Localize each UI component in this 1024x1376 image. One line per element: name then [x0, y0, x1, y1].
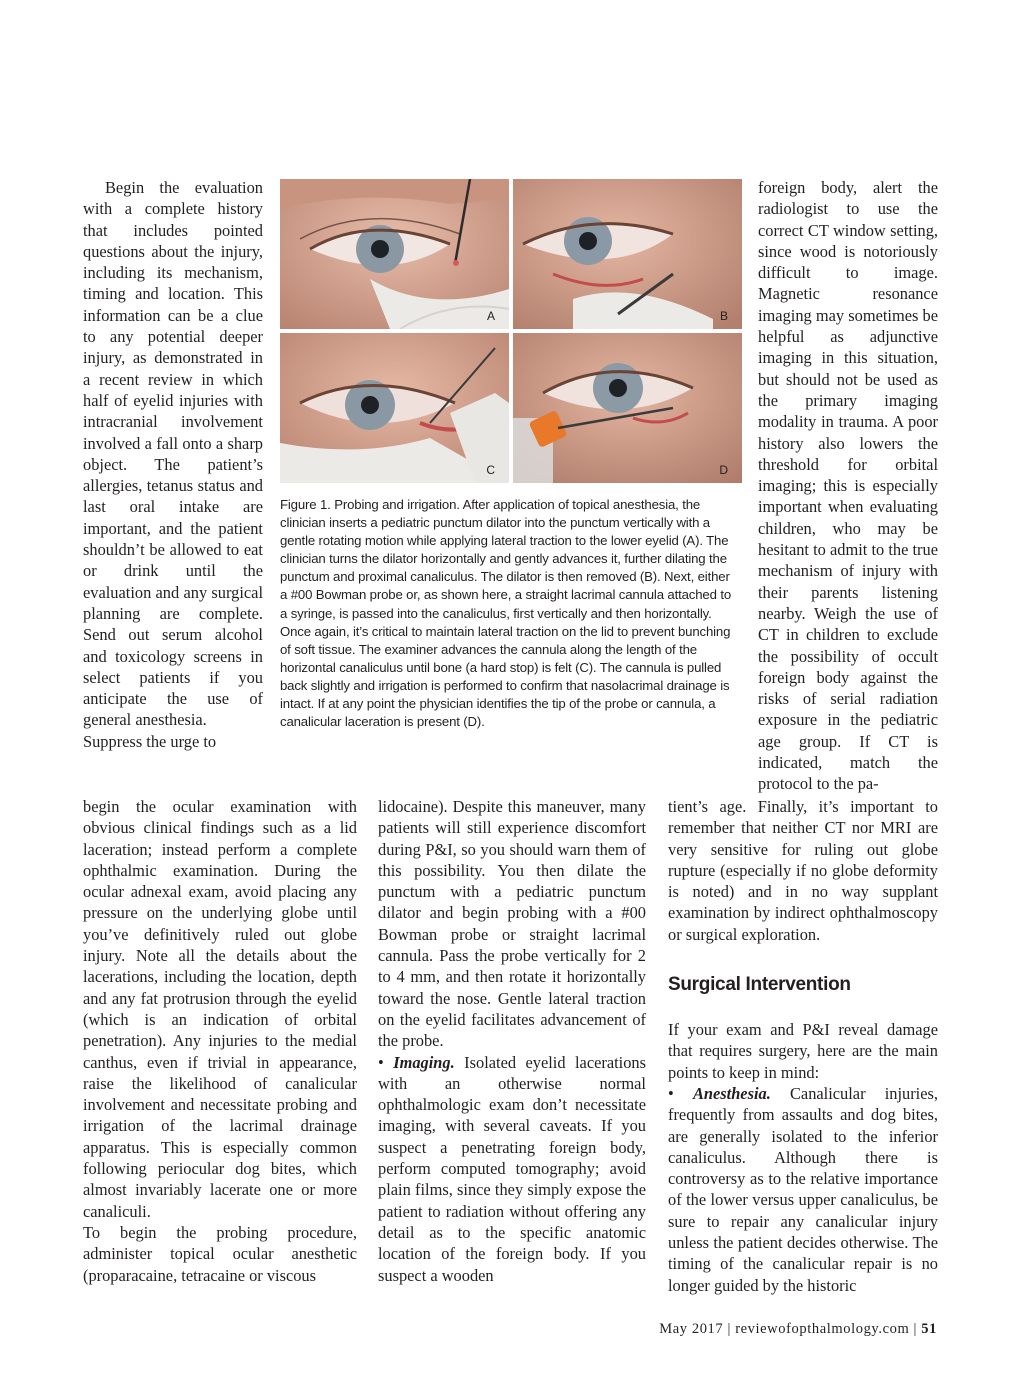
imaging-text: Isolated eyelid lacerations with an otherwise normal ophthalmologic exam don’t necessitate imaging, with several caveats. If you suspect a penetrating foreign body, perform computed tomography; avoid plain films, since they simply expose the patient to radiation without offering any detail as to the specific anatomic location of the foreign body. If you suspect a wooden: [378, 1052, 646, 1285]
bullet: •: [668, 1083, 674, 1103]
bullet: •: [378, 1052, 384, 1072]
panel-label-b: B: [719, 309, 728, 323]
paragraph-suppress-start: Suppress the urge to: [83, 731, 217, 751]
paragraph-surgery-intro: If your exam and P&I reveal damage that requires surgery, here are the main points to keep in mind:: [668, 1020, 938, 1082]
paragraph-anesthesia: [668, 1083, 938, 1296]
page-number: 51: [921, 1321, 937, 1337]
left-column-top: [83, 177, 263, 752]
paragraph-imaging: [378, 1052, 646, 1286]
page-footer: [659, 1321, 937, 1338]
panel-label-d: D: [719, 463, 728, 477]
figure-caption: Figure 1. Probing and irrigation. After application of topical anesthesia, the clinician inserts a pediatric punctum dilator into the punctum vertically with a gentle rotating motion while applying lateral traction to the lower eyelid (A). The clinician turns the dilator horizontally and gently advances it, further dilating the punctum and proximal canaliculus. The dilator is then removed (B). Next, either a #00 Bowman probe or, as shown here, a straight lacrimal cannula attached to a syringe, is passed into the canaliculus, first vertically and then horizontally. Once again, it’s critical to maintain lateral traction on the lid to prevent bunching of soft tissue. The examiner advances the cannula along the length of the horizontal canaliculus until bone (a hard stop) is felt (C). The cannula is pulled back slightly and irrigation is performed to confirm that nasolacrimal drainage is intact. If at any point the physician identifies the tip of the probe or cannula, a canalicular laceration is present (D).: [280, 497, 732, 730]
middle-column: [378, 796, 646, 1286]
left-column-bottom: [83, 796, 357, 1286]
panel-label-c: C: [486, 463, 495, 477]
section-heading-surgical-intervention: Surgical Intervention: [668, 974, 851, 996]
paragraph-probing: To begin the probing procedure, administer topical ocular anesthetic (proparacaine, tetracaine or viscous: [83, 1222, 357, 1285]
paragraph-history: Begin the evaluation with a complete history that includes pointed questions about the injury, including its mechanism, timing and location. This information can be a clue to any potential deeper injury, as demonstrated in a recent review in which half of eyelid injuries with intracranial involvement involved a fall onto a sharp object. The patient’s allergies, tetanus status and last oral intake are important, and the patient shouldn’t be allowed to eat or drink until the evaluation and any surgical planning are complete. Send out serum alcohol and toxicology screens in select patients if you anticipate the use of general anesthesia.: [83, 178, 263, 730]
figure-panel-b: [513, 179, 742, 329]
figure-panel-a: [280, 179, 509, 329]
figure-panel-c: [280, 333, 509, 483]
panel-label-a: A: [486, 309, 495, 323]
paragraph-foreign-body: foreign body, alert the radiologist to use the correct CT window setting, since wood is notoriously difficult to image. Magnetic resonance imaging may sometimes be helpful as adjunctive imaging in this situation, but should not be used as the primary imaging modality in trauma. A poor history also lowers the threshold for orbital imaging; this is especially important when evaluating children, who may be hesitant to admit to the true mechanism of injury with their parents listening nearby. Weigh the use of CT in children to exclude the possibility of occult foreign body against the risks of serial radiation exposure in the pediatric age group. If CT is indicated, match the protocol to the pa-: [758, 178, 938, 794]
anesthesia-text: Canalicular injuries, frequently from assaults and dog bites, are generally isolated to the inferior canaliculus. Although there is controversy as to the relative importance of the lower versus upper canaliculus, be sure to repair any canalicular injury unless the patient decides otherwise. The timing of the canalicular repair is no longer guided by the historic: [668, 1083, 938, 1295]
right-column-top: [758, 177, 938, 795]
right-column-bottom: [668, 796, 938, 1296]
paragraph-ocular-exam: begin the ocular examination with obvious clinical findings such as a lid laceration; instead perform a complete ophthalmic examination. During the ocular adnexal exam, avoid placing any pressure on the underlying globe until you’ve definitively ruled out globe injury. Note all the details about the lacerations, including the location, depth and any fat protrusion through the eyelid (which is an indication of orbital penetration). Any injuries to the medial canthus, even if trivial in appearance, raise the likelihood of canalicular involvement and necessitate probing and irrigation of the lacrimal drainage apparatus. This is especially common following periocular dog bites, which almost invariably lacerate one or more canaliculi.: [83, 797, 357, 1221]
paragraph-patient-age: tient’s age. Finally, it’s important to remember that neither CT nor MRI are very sensitive for ruling out globe rupture (especially if no globe deformity is noted) and in no way supplant examination by indirect ophthalmoscopy or surgical exploration.: [668, 797, 938, 944]
paragraph-lidocaine: lidocaine). Despite this maneuver, many patients will still experience discomfort during P&I, so you should warn them of this possibility. You then dilate the punctum with a pediatric punctum dilator and begin probing with a #00 Bowman probe or straight lacrimal cannula. Pass the probe vertically for 2 to 4 mm, and then rotate it horizontally toward the nose. Gentle lateral traction on the eyelid facilitates advancement of the probe.: [378, 797, 646, 1051]
figure-panel-d: [513, 333, 742, 483]
footer-text: May 2017 | reviewofopthalmology.com |: [659, 1321, 922, 1337]
anesthesia-lead: Anesthesia.: [692, 1083, 771, 1103]
figure-probing-irrigation: [280, 179, 742, 483]
imaging-lead: Imaging.: [393, 1052, 455, 1072]
